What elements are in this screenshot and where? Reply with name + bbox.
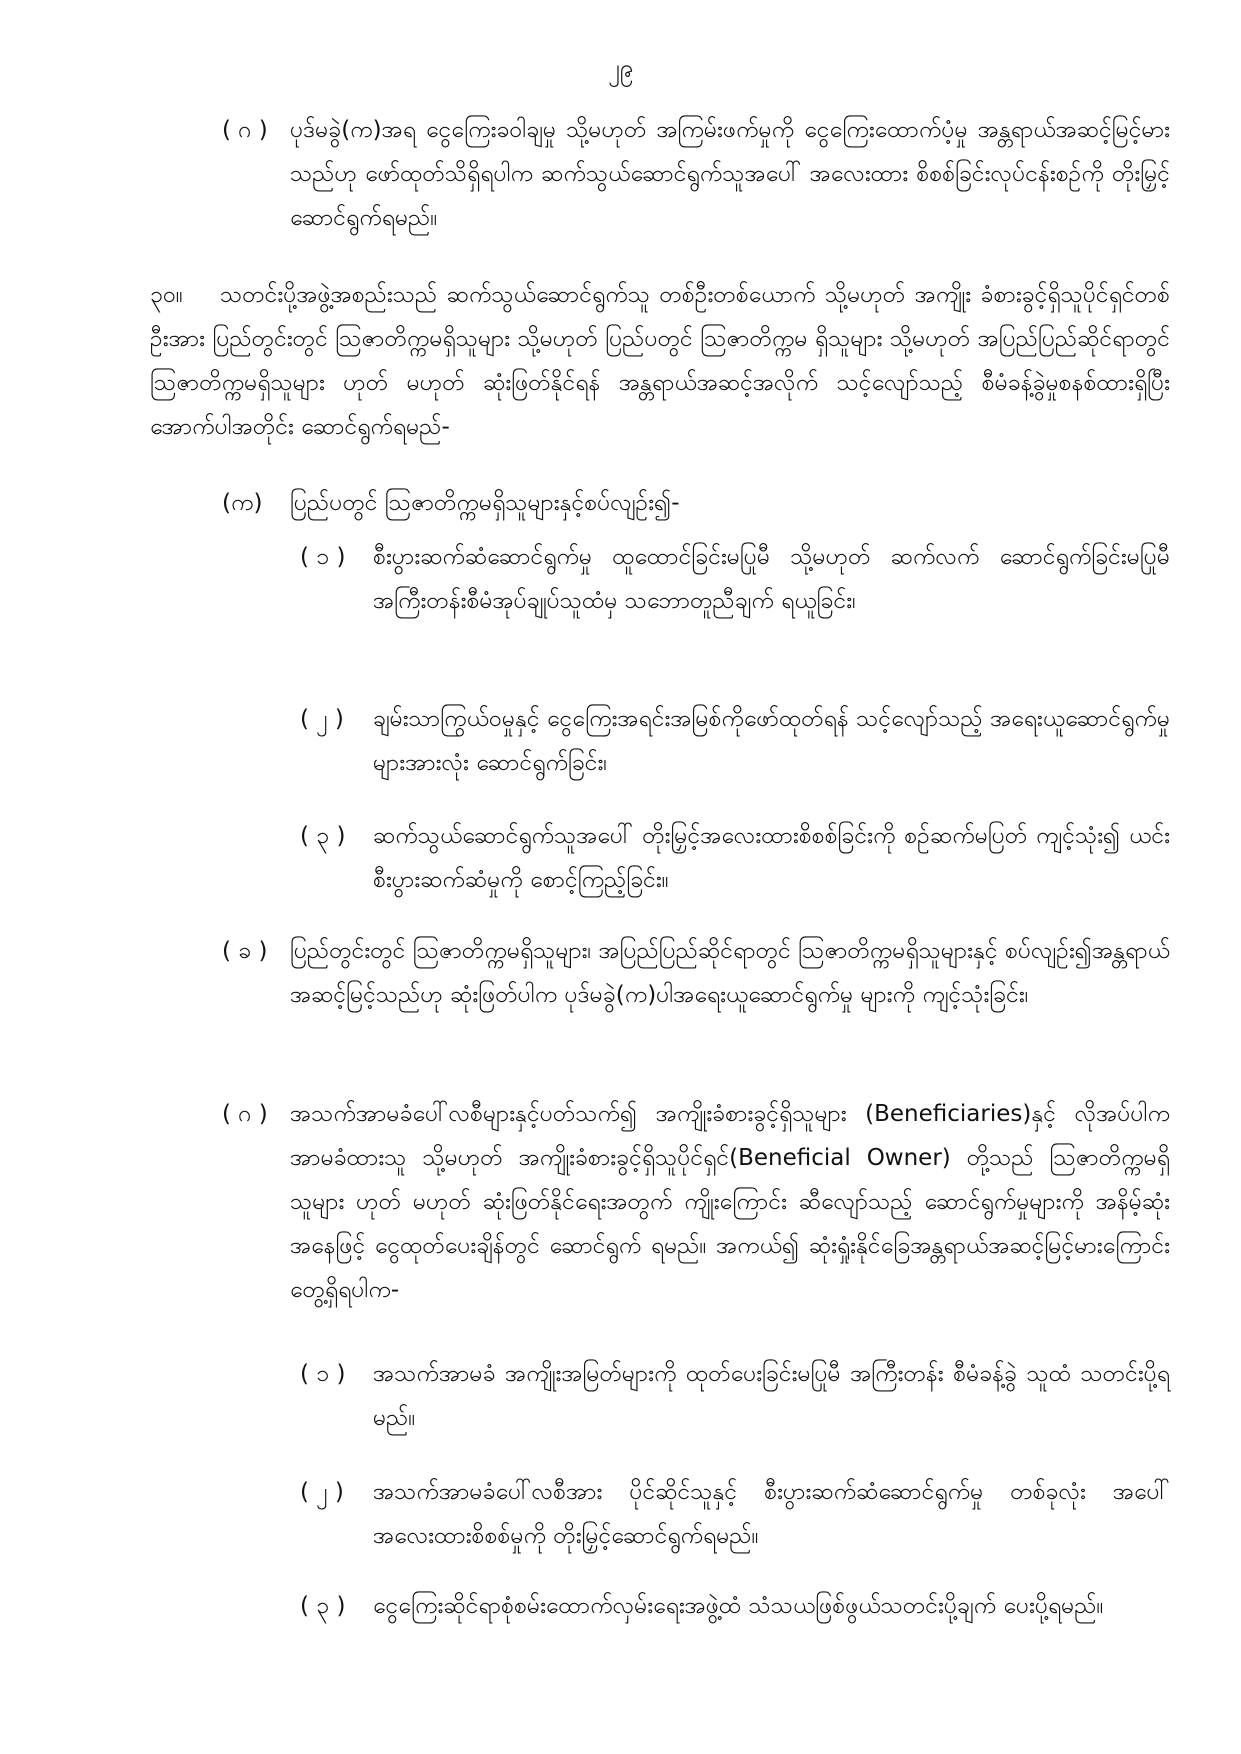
clause-marker: ( ဂ ) <box>222 117 268 143</box>
clause-text: ပြည်တွင်းတွင် သြဇာတိက္ကမရှိသူများ၊ အပြည်ပြည်ဆိုင်ရာတွင် သြဇာတိက္ကမရှိသူများနှင့် စပ်လျဉ်း၍အန္တရာယ်အဆင့်မြင့်သည်ဟု ဆုံးဖြတ်ပါက ပုဒ်မခွဲ(က)ပါအရေးယူဆောင်ရွက်မှု များကို ကျင့်သုံးခြင်း၊ <box>290 938 1170 1008</box>
clause-marker: (က) <box>222 490 263 516</box>
clause-text: အသက်အာမခံပေါ်လစီများနှင့်ပတ်သက်၍ အကျိုးခံစားခွင့်ရှိသူများ (Beneficiaries)နှင့် လိုအပ်ပါကအာမခံထားသူ သို့မဟုတ် အကျိုးခံစားခွင့်ရှိသူပိုင်ရှင်(Beneficial Owner) တို့သည် သြဇာတိက္ကမရှိသူများ ဟုတ် မဟုတ် ဆုံးဖြတ်နိုင်ရေးအတွက် ကျိုးကြောင်း ဆီလျော်သည့် ဆောင်ရွက်မှုများကို အနိမ့်ဆုံးအနေဖြင့် ငွေထုတ်ပေးချိန်တွင် ဆောင်ရွက် ရမည်။ အကယ်၍ ဆုံးရှုံးနိုင်ခြေအန္တရာယ်အဆင့်မြင့်မားကြောင်း တွေ့ရှိရပါက- <box>290 1101 1170 1303</box>
item-marker: ( ၂ ) <box>300 1479 344 1505</box>
clause-text: ပြည်ပတွင် သြဇာတိက္ကမရှိသူများနှင့်စပ်လျဉ်း၍- <box>290 490 680 516</box>
item-marker: ( ၂ ) <box>300 706 344 732</box>
clause-marker: ( ဂ ) <box>222 1101 268 1127</box>
item-text: ဆက်သွယ်ဆောင်ရွက်သူအပေါ် တိုးမြှင့်အလေးထားစိစစ်ခြင်းကို စဉ်ဆက်မပြတ် ကျင့်သုံး၍ ယင်းစီးပွားဆက်ဆံမှုကို စောင့်ကြည့်ခြင်း။ <box>373 823 1170 893</box>
clause-marker: ( ခ ) <box>222 938 268 964</box>
item-text: ချမ်းသာကြွယ်ဝမှုနှင့် ငွေကြေးအရင်းအမြစ်ကိုဖော်ထုတ်ရန် သင့်လျော်သည့် အရေးယူဆောင်ရွက်မှုများအားလုံး ဆောင်ရွက်ခြင်း၊ <box>373 706 1170 776</box>
item-marker: ( ၃ ) <box>300 1593 346 1619</box>
section-text: သတင်းပို့အဖွဲ့အစည်းသည် ဆက်သွယ်ဆောင်ရွက်သူ တစ်ဦးတစ်ယောက် သို့မဟုတ် အကျိုး ခံစားခွင့်ရှိသူပိုင်ရှင်တစ်ဦးအား ပြည်တွင်းတွင် သြဇာတိက္ကမရှိသူများ သို့မဟုတ် ပြည်ပတွင် သြဇာတိက္ကမ ရှိသူများ သို့မဟုတ် အပြည်ပြည်ဆိုင်ရာတွင် သြဇာတိက္ကမရှိသူများ ဟုတ် မဟုတ် ဆုံးဖြတ်နိုင်ရန် အန္တရာယ်အဆင့်အလိုက် သင့်လျော်သည့် စီမံခန့်ခွဲမှုစနစ်ထားရှိပြီး အောက်ပါအတိုင်း ဆောင်ရွက်ရမည်- <box>150 282 1170 440</box>
page-number: ၂၉ <box>607 54 634 82</box>
clause-text: ပုဒ်မခွဲ(က)အရ ငွေကြေးခဝါချမှု သို့မဟုတ် အကြမ်းဖက်မှုကို ငွေကြေးထောက်ပံ့မှု အန္တရာယ်အဆင့်မြင့်မားသည်ဟု ဖော်ထုတ်သိရှိရပါက ဆက်သွယ်ဆောင်ရွက်သူအပေါ် အလေးထား စိစစ်ခြင်းလုပ်ငန်းစဉ်ကို တိုးမြှင့်ဆောင်ရွက်ရမည်။ <box>290 117 1170 231</box>
item-marker: ( ၁ ) <box>300 544 346 570</box>
section-number: ၃၀။ <box>150 282 183 308</box>
item-text: အသက်အာမခံပေါ်လစီအား ပိုင်ဆိုင်သူနှင့် စီးပွားဆက်ဆံဆောင်ရွက်မှု တစ်ခုလုံး အပေါ် အလေးထားစိစစ်မှုကို တိုးမြှင့်ဆောင်ရွက်ရမည်။ <box>373 1479 1170 1549</box>
item-text: အသက်အာမခံ အကျိုးအမြတ်များကို ထုတ်ပေးခြင်းမပြုမီ အကြီးတန်း စီမံခန့်ခွဲ သူထံ သတင်းပို့ရမည်။ <box>373 1361 1170 1431</box>
item-text: ငွေကြေးဆိုင်ရာစုံစမ်းထောက်လှမ်းရေးအဖွဲ့ထံ သံသယဖြစ်ဖွယ်သတင်းပို့ချက် ပေးပို့ရမည်။ <box>373 1593 1104 1619</box>
item-marker: ( ၃ ) <box>300 823 346 849</box>
item-text: စီးပွားဆက်ဆံဆောင်ရွက်မှု ထူထောင်ခြင်းမပြုမီ သို့မဟုတ် ဆက်လက် ဆောင်ရွက်ခြင်းမပြုမီ အကြီးတန်းစီမံအုပ်ချုပ်သူထံမှ သဘောတူညီချက် ရယူခြင်း၊ <box>373 544 1170 614</box>
item-marker: ( ၁ ) <box>300 1361 346 1387</box>
